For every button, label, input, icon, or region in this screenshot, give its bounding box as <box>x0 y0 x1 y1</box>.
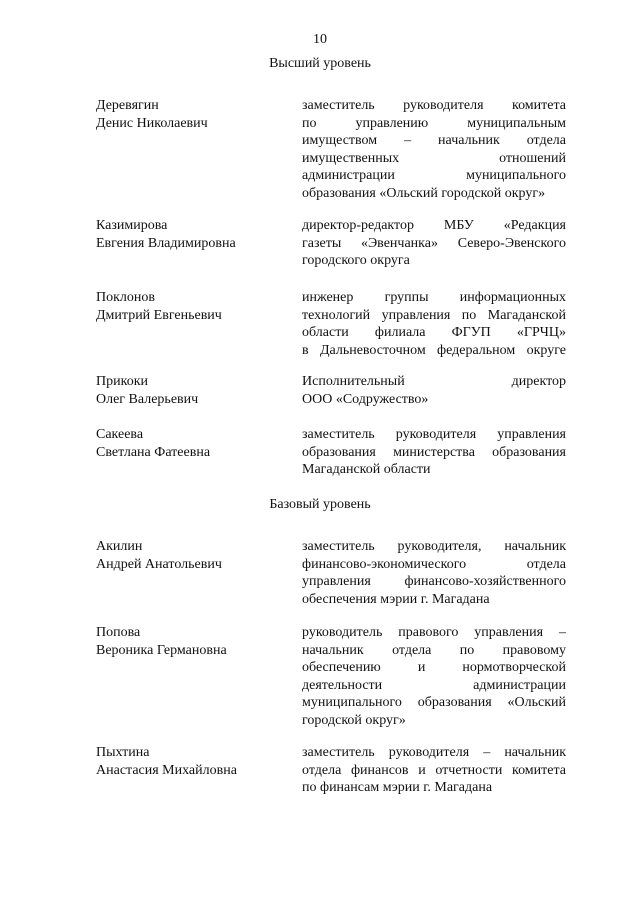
position-line: образования «Ольский городской округ» <box>302 185 546 201</box>
position-line: образования министерства образования <box>302 444 566 460</box>
position-line: ООО «Содружество» <box>302 391 429 407</box>
given-names: Анастасия Михайловна <box>96 762 237 778</box>
position <box>302 97 566 202</box>
surname: Поклонов <box>96 290 156 305</box>
position-line: заместитель руководителя комитета <box>302 98 566 113</box>
position-line: управления финансово-хозяйственного <box>302 574 566 589</box>
surname: Деревягин <box>96 98 159 113</box>
given-names: Евгения Владимировна <box>96 235 236 251</box>
section-heading: Базовый уровень <box>269 497 371 512</box>
position-line: заместитель руководителя, начальник <box>302 539 566 554</box>
given-names: Денис Николаевич <box>96 115 208 131</box>
position-line: администрации муниципального <box>302 168 566 183</box>
position-line: заместитель руководителя – начальник <box>302 745 566 760</box>
surname: Пыхтина <box>96 745 150 760</box>
position <box>302 538 566 608</box>
position-line: муниципального образования «Ольский <box>302 695 566 710</box>
position-line: технологий управления по Магаданской <box>302 307 566 323</box>
position-line: заместитель руководителя управления <box>302 427 566 442</box>
position <box>302 426 566 479</box>
position-line: имущественных отношений <box>302 150 566 166</box>
position <box>302 217 566 270</box>
surname: Сакеева <box>96 427 144 442</box>
person-name <box>96 217 286 252</box>
given-names: Андрей Анатольевич <box>96 556 222 572</box>
position-line: руководитель правового управления – <box>302 625 566 640</box>
position-line: по управлению муниципальным <box>302 115 566 131</box>
position <box>302 744 566 797</box>
position-line: директор-редактор МБУ «Редакция <box>302 218 566 233</box>
person-name <box>96 426 286 461</box>
position-line: обеспечению и нормотворческой <box>302 660 566 675</box>
person-name <box>96 289 286 324</box>
person-name <box>96 744 286 779</box>
given-names: Вероника Германовна <box>96 642 227 658</box>
position-line: отдела финансов и отчетности комитета <box>302 762 566 778</box>
position-line: инженер группы информационных <box>302 290 566 305</box>
given-names: Олег Валерьевич <box>96 391 199 407</box>
position-line: городского округа <box>302 253 410 268</box>
surname: Казимирова <box>96 218 168 233</box>
given-names: Светлана Фатеевна <box>96 444 211 460</box>
position-line: городской округ» <box>302 712 406 728</box>
position <box>302 289 566 359</box>
position-line: имуществом – начальник отдела <box>302 133 566 148</box>
person-name <box>96 97 286 132</box>
position-line: финансово-экономического отдела <box>302 556 566 572</box>
person-name <box>96 373 286 408</box>
position <box>302 373 566 408</box>
position-line: Исполнительный директор <box>302 374 566 389</box>
person-name <box>96 538 286 573</box>
position-line: начальник отдела по правовому <box>302 642 566 658</box>
position-line: газеты «Эвенчанка» Северо-Эвенского <box>302 235 566 251</box>
position-line: обеспечения мэрии г. Магадана <box>302 591 490 607</box>
position-line: по финансам мэрии г. Магадана <box>302 780 493 795</box>
position-line: области филиала ФГУП «ГРЧЦ» <box>302 325 566 340</box>
position-line: деятельности администрации <box>302 677 566 693</box>
surname: Акилин <box>96 539 143 554</box>
surname: Прикоки <box>96 374 148 389</box>
surname: Попова <box>96 625 141 640</box>
position <box>302 624 566 729</box>
given-names: Дмитрий Евгеньевич <box>96 307 222 323</box>
position-line: в Дальневосточном федеральном округе <box>302 342 566 358</box>
section-heading: Высший уровень <box>269 56 371 71</box>
page-number: 10 <box>313 32 327 47</box>
position-line: Магаданской области <box>302 462 431 477</box>
person-name <box>96 624 286 659</box>
